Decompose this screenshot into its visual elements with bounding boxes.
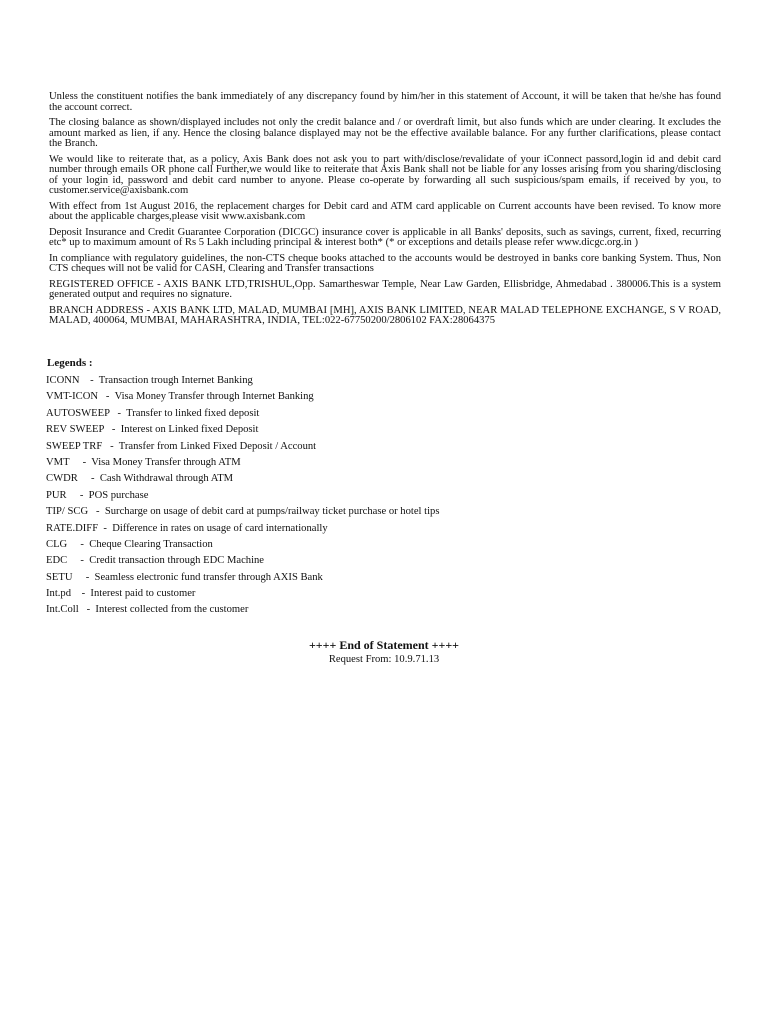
request-from: Request From: 10.9.71.13 bbox=[328, 654, 440, 665]
legends-list bbox=[46, 374, 439, 620]
legend-item: REV SWEEP - Interest on Linked fixed Deposit bbox=[46, 424, 259, 436]
end-of-statement-title: ++++ End of Statement ++++ bbox=[308, 638, 460, 652]
notice-security-policy: We would like to reiterate that, as a policy, Axis Bank does not ask you to part with/disclose/revalidate of your iConnect passord,login id and debit card number through emails OR phone call Further,we would like to reiterate that Axis Bank shall not be liable for any losses arising from you sharing/disclosing of your login id, password and debit card number to anyone. Please co-operate by forwarding all such suspicious/spam emails, if received by you, to customer.service@axisbank.com bbox=[49, 153, 721, 196]
legend-item: RATE.DIFF - Difference in rates on usage of card internationally bbox=[46, 522, 328, 534]
legend-item: SWEEP TRF - Transfer from Linked Fixed Deposit / Account bbox=[46, 440, 317, 452]
notice-discrepancy: Unless the constituent notifies the bank immediately of any discrepancy found by him/her in this statement of Account, it will be taken that he/she has found the account correct. bbox=[49, 91, 721, 113]
notice-non-cts-cheques: In compliance with regulatory guidelines, the non-CTS cheque books attached to the accounts would be destroyed in banks core banking System. Thus, Non CTS cheques will not be valid for CASH, Clearing and Transfer transactions bbox=[49, 252, 721, 274]
legend-item: PUR - POS purchase bbox=[46, 489, 149, 501]
notice-replacement-charges: With effect from 1st August 2016, the replacement charges for Debit card and ATM card applicable on Current accounts have been revised. To know more about the applicable charges,please visit www.axisbank.com bbox=[49, 200, 721, 222]
legend-item: CLG - Cheque Clearing Transaction bbox=[46, 538, 213, 550]
legend-item: Int.Coll - Interest collected from the customer bbox=[46, 604, 249, 616]
end-of-statement bbox=[0, 638, 768, 667]
notice-dicgc: Deposit Insurance and Credit Guarantee Corporation (DICGC) insurance cover is applicable in all Banks' deposits, such as savings, current, fixed, recurring etc* up to maximum amount of Rs 5 Lakh including principal & interest both* (* or exceptions and details please refer www.dicgc.org.in ) bbox=[49, 226, 721, 248]
branch-address: BRANCH ADDRESS - AXIS BANK LTD, MALAD, MUMBAI [MH], AXIS BANK LIMITED, NEAR MALAD TELEPHONE EXCHANGE, S V ROAD, MALAD, 400064, MUMBAI, MAHARASHTRA, INDIA, TEL:022-67750200/2806102 FAX:28064375 bbox=[49, 304, 721, 326]
legend-item: EDC - Credit transaction through EDC Machine bbox=[46, 555, 265, 567]
legend-item: SETU - Seamless electronic fund transfer through AXIS Bank bbox=[46, 571, 323, 583]
legend-item: VMT-ICON - Visa Money Transfer through Internet Banking bbox=[46, 391, 314, 403]
legend-item: ICONN - Transaction trough Internet Banking bbox=[46, 375, 253, 386]
legend-item: VMT - Visa Money Transfer through ATM bbox=[46, 456, 241, 468]
registered-office: REGISTERED OFFICE - AXIS BANK LTD,TRISHUL,Opp. Samartheswar Temple, Near Law Garden, Ellisbridge, Ahmedabad . 380006.This is a system generated output and requires no signature. bbox=[49, 278, 721, 300]
notices-section bbox=[49, 92, 721, 332]
legend-item: AUTOSWEEP - Transfer to linked fixed deposit bbox=[46, 407, 260, 419]
legend-item: CWDR - Cash Withdrawal through ATM bbox=[46, 473, 234, 485]
legend-item: Int.pd - Interest paid to customer bbox=[46, 588, 196, 600]
notice-closing-balance: The closing balance as shown/displayed includes not only the credit balance and / or overdraft limit, but also funds which are under clearing. It excludes the amount marked as lien, if any. Hence the closing balance displayed may not be the effective available balance. For any further clarifications, please contact the Branch. bbox=[49, 117, 721, 149]
legend-item: TIP/ SCG - Surcharge on usage of debit card at pumps/railway ticket purchase or hotel tips bbox=[46, 506, 440, 518]
legends-heading: Legends : bbox=[47, 357, 93, 369]
